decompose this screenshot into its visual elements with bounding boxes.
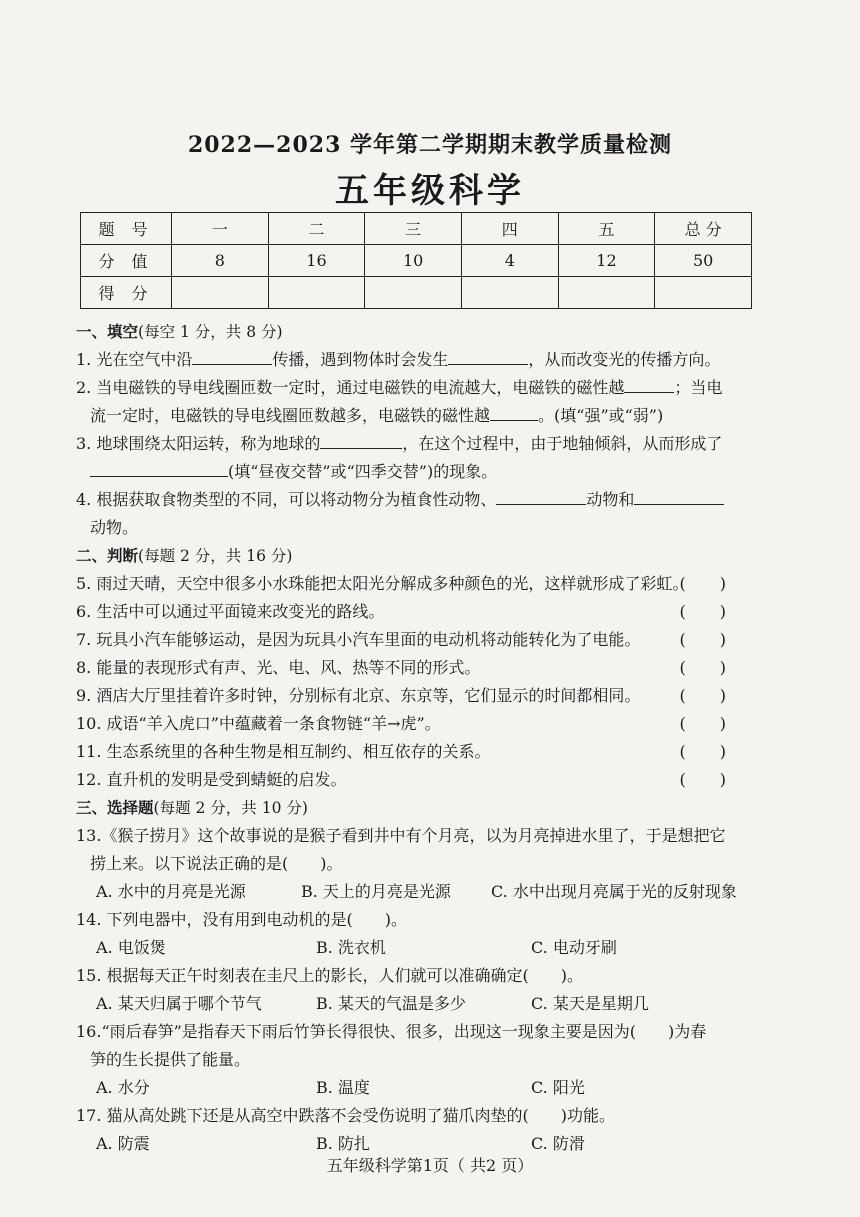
- section-note: (每空 1 分，共 8 分): [138, 323, 283, 341]
- judge-text: 10. 成语“羊入虎口”中蕴藏着一条食物链“羊→虎”。: [76, 714, 441, 733]
- q2-text-d: 。(填“强”或“弱”): [538, 406, 664, 425]
- answer-paren[interactable]: (): [679, 630, 760, 649]
- judge-text: 7. 玩具小汽车能够运动，是因为玩具小汽车里面的电动机将动能转化为了电能。: [76, 630, 641, 649]
- q3-text-a: 3. 地球围绕太阳运转，称为地球的: [76, 434, 321, 453]
- option-c[interactable]: C. 防滑: [531, 1134, 585, 1153]
- answer-blank[interactable]: [448, 346, 528, 365]
- section-choice-heading: [76, 794, 776, 822]
- value-2: 16: [268, 245, 365, 277]
- option-b[interactable]: B. 某天的气温是多少: [316, 994, 466, 1013]
- answer-paren[interactable]: (): [679, 686, 760, 705]
- answer-blank[interactable]: [624, 374, 674, 393]
- score-cell-3[interactable]: [365, 277, 462, 309]
- col-total: 总 分: [655, 213, 752, 245]
- option-a[interactable]: A. 电饭煲: [96, 938, 166, 957]
- section-title: 三、选择题: [76, 798, 154, 817]
- q15-line1: 15. 根据每天正午时刻表在圭尺上的影长，人们就可以准确确定( )。: [76, 966, 584, 985]
- q14-options: [76, 934, 776, 962]
- answer-paren[interactable]: (): [679, 770, 760, 789]
- q2-text-c: 流一定时，电磁铁的导电线圈匝数越多，电磁铁的磁性越: [90, 406, 491, 425]
- score-cell-total[interactable]: [655, 277, 752, 309]
- judge-text: 9. 酒店大厅里挂着许多时钟，分别标有北京、东京等，它们显示的时间都相同。: [76, 686, 641, 705]
- answer-paren[interactable]: (): [679, 658, 760, 677]
- option-b[interactable]: B. 防扎: [316, 1134, 370, 1153]
- judge-item: [76, 626, 776, 654]
- judge-text: 11. 生态系统里的各种生物是相互制约、相互依存的关系。: [76, 742, 491, 761]
- judge-item: [76, 710, 776, 738]
- score-cell-1[interactable]: [172, 277, 269, 309]
- score-cell-5[interactable]: [558, 277, 655, 309]
- question-17: [76, 1102, 776, 1158]
- page-footer: 五年级科学第1页（ 共2 页）: [326, 1156, 534, 1175]
- option-c[interactable]: C. 阳光: [531, 1078, 585, 1097]
- question-14: [76, 906, 776, 962]
- exam-subject: 五年级科学: [335, 171, 525, 211]
- option-a[interactable]: A. 水分: [96, 1078, 150, 1097]
- col-1: 一: [172, 213, 269, 245]
- option-c[interactable]: C. 某天是星期几: [531, 994, 649, 1013]
- score-cell-2[interactable]: [268, 277, 365, 309]
- q16-line2: 笋的生长提供了能量。: [90, 1050, 251, 1069]
- judge-item: [76, 598, 776, 626]
- q3-text-b: ，在这个过程中，由于地轴倾斜，从而形成了: [402, 434, 723, 453]
- option-b[interactable]: B. 天上的月亮是光源: [301, 882, 451, 901]
- q1-text-b: 传播，遇到物体时会发生: [272, 350, 449, 369]
- judge-item: [76, 738, 776, 766]
- q1-text-c: ，从而改变光的传播方向。: [528, 350, 721, 369]
- section-note: (每题 2 分，共 10 分): [153, 799, 308, 817]
- question-15: [76, 962, 776, 1018]
- option-b[interactable]: B. 洗衣机: [316, 938, 386, 957]
- question-1: [76, 346, 776, 374]
- exam-title: 2022—2023 学年第二学期期末教学质量检测: [187, 132, 673, 158]
- option-a[interactable]: A. 某天归属于哪个节气: [96, 994, 262, 1013]
- q4-text-a: 4. 根据获取食物类型的不同，可以将动物分为植食性动物、: [76, 490, 497, 509]
- value-4: 4: [461, 245, 558, 277]
- judge-text: 6. 生活中可以通过平面镜来改变光的路线。: [76, 602, 385, 621]
- answer-paren[interactable]: (): [679, 574, 760, 593]
- col-4: 四: [461, 213, 558, 245]
- col-2: 二: [268, 213, 365, 245]
- option-a[interactable]: A. 防震: [96, 1134, 150, 1153]
- score-row-score: [81, 277, 752, 309]
- section-fill-blank-heading: [76, 318, 776, 346]
- col-3: 三: [365, 213, 462, 245]
- question-16: [76, 1018, 776, 1102]
- q17-line1: 17. 猫从高处跳下还是从高空中跌落不会受伤说明了猫爪肉垫的( )功能。: [76, 1106, 616, 1125]
- q2-text-b: ；当电: [674, 378, 723, 397]
- q13-line1: 13.《猴子捞月》这个故事说的是猴子看到井中有个月亮，以为月亮掉进水里了，于是想把它: [76, 826, 726, 845]
- q4-text-b: 动物和: [586, 490, 635, 509]
- section-judge-heading: [76, 542, 776, 570]
- question-2: [76, 374, 776, 430]
- q16-options: [76, 1074, 776, 1102]
- answer-paren[interactable]: (): [679, 602, 760, 621]
- question-13: [76, 822, 776, 906]
- col-5: 五: [558, 213, 655, 245]
- q3-text-c: (填“昼夜交替”或“四季交替”)的现象。: [228, 462, 498, 481]
- answer-blank[interactable]: [496, 486, 586, 505]
- option-b[interactable]: B. 温度: [316, 1078, 370, 1097]
- section-note: (每题 2 分，共 16 分): [138, 547, 293, 565]
- answer-blank[interactable]: [490, 402, 538, 421]
- question-4: [76, 486, 776, 542]
- judge-text: 8. 能量的表现形式有声、光、电、风、热等不同的形式。: [76, 658, 481, 677]
- q4-text-c: 动物。: [90, 518, 139, 537]
- score-cell-4[interactable]: [461, 277, 558, 309]
- value-total: 50: [655, 245, 752, 277]
- judge-item: [76, 654, 776, 682]
- answer-blank[interactable]: [192, 346, 272, 365]
- q14-line1: 14. 下列电器中，没有用到电动机的是( )。: [76, 910, 408, 929]
- exam-content: [76, 318, 776, 1158]
- answer-blank[interactable]: [634, 486, 724, 505]
- row-label-number: 题 号: [81, 213, 172, 245]
- q15-options: [76, 990, 776, 1018]
- value-1: 8: [172, 245, 269, 277]
- answer-paren[interactable]: (): [679, 714, 760, 733]
- q13-line2: 捞上来。以下说法正确的是( )。: [90, 854, 343, 873]
- q13-options: [76, 878, 776, 906]
- q2-text-a: 2. 当电磁铁的导电线圈匝数一定时，通过电磁铁的电流越大，电磁铁的磁性越: [76, 378, 625, 397]
- score-row-number: [81, 213, 752, 245]
- judge-text: 12. 直升机的发明是受到蜻蜓的启发。: [76, 770, 347, 789]
- q1-text-a: 1. 光在空气中沿: [76, 350, 193, 369]
- option-c[interactable]: C. 电动牙刷: [531, 938, 617, 957]
- question-3: [76, 430, 776, 486]
- judge-item: [76, 570, 776, 598]
- answer-paren[interactable]: (): [679, 742, 760, 761]
- answer-blank[interactable]: [90, 458, 228, 477]
- answer-blank[interactable]: [320, 430, 402, 449]
- section-title: 二、判断: [76, 546, 139, 565]
- score-row-value: [81, 245, 752, 277]
- value-5: 12: [558, 245, 655, 277]
- judge-item: [76, 766, 776, 794]
- judge-item: [76, 682, 776, 710]
- row-label-score: 得 分: [81, 277, 172, 309]
- section-title: 一、填空: [76, 322, 139, 341]
- judge-text: 5. 雨过天晴，天空中很多小水珠能把太阳光分解成多种颜色的光，这样就形成了彩虹。: [76, 574, 689, 593]
- option-c[interactable]: C. 水中出现月亮属于光的反射现象: [491, 882, 737, 901]
- option-a[interactable]: A. 水中的月亮是光源: [96, 882, 246, 901]
- value-3: 10: [365, 245, 462, 277]
- score-table: [80, 212, 752, 309]
- row-label-value: 分 值: [81, 245, 172, 277]
- q16-line1: 16.“雨后春笋”是指春天下雨后竹笋长得很快、很多，出现这一现象主要是因为( )为春: [76, 1022, 707, 1041]
